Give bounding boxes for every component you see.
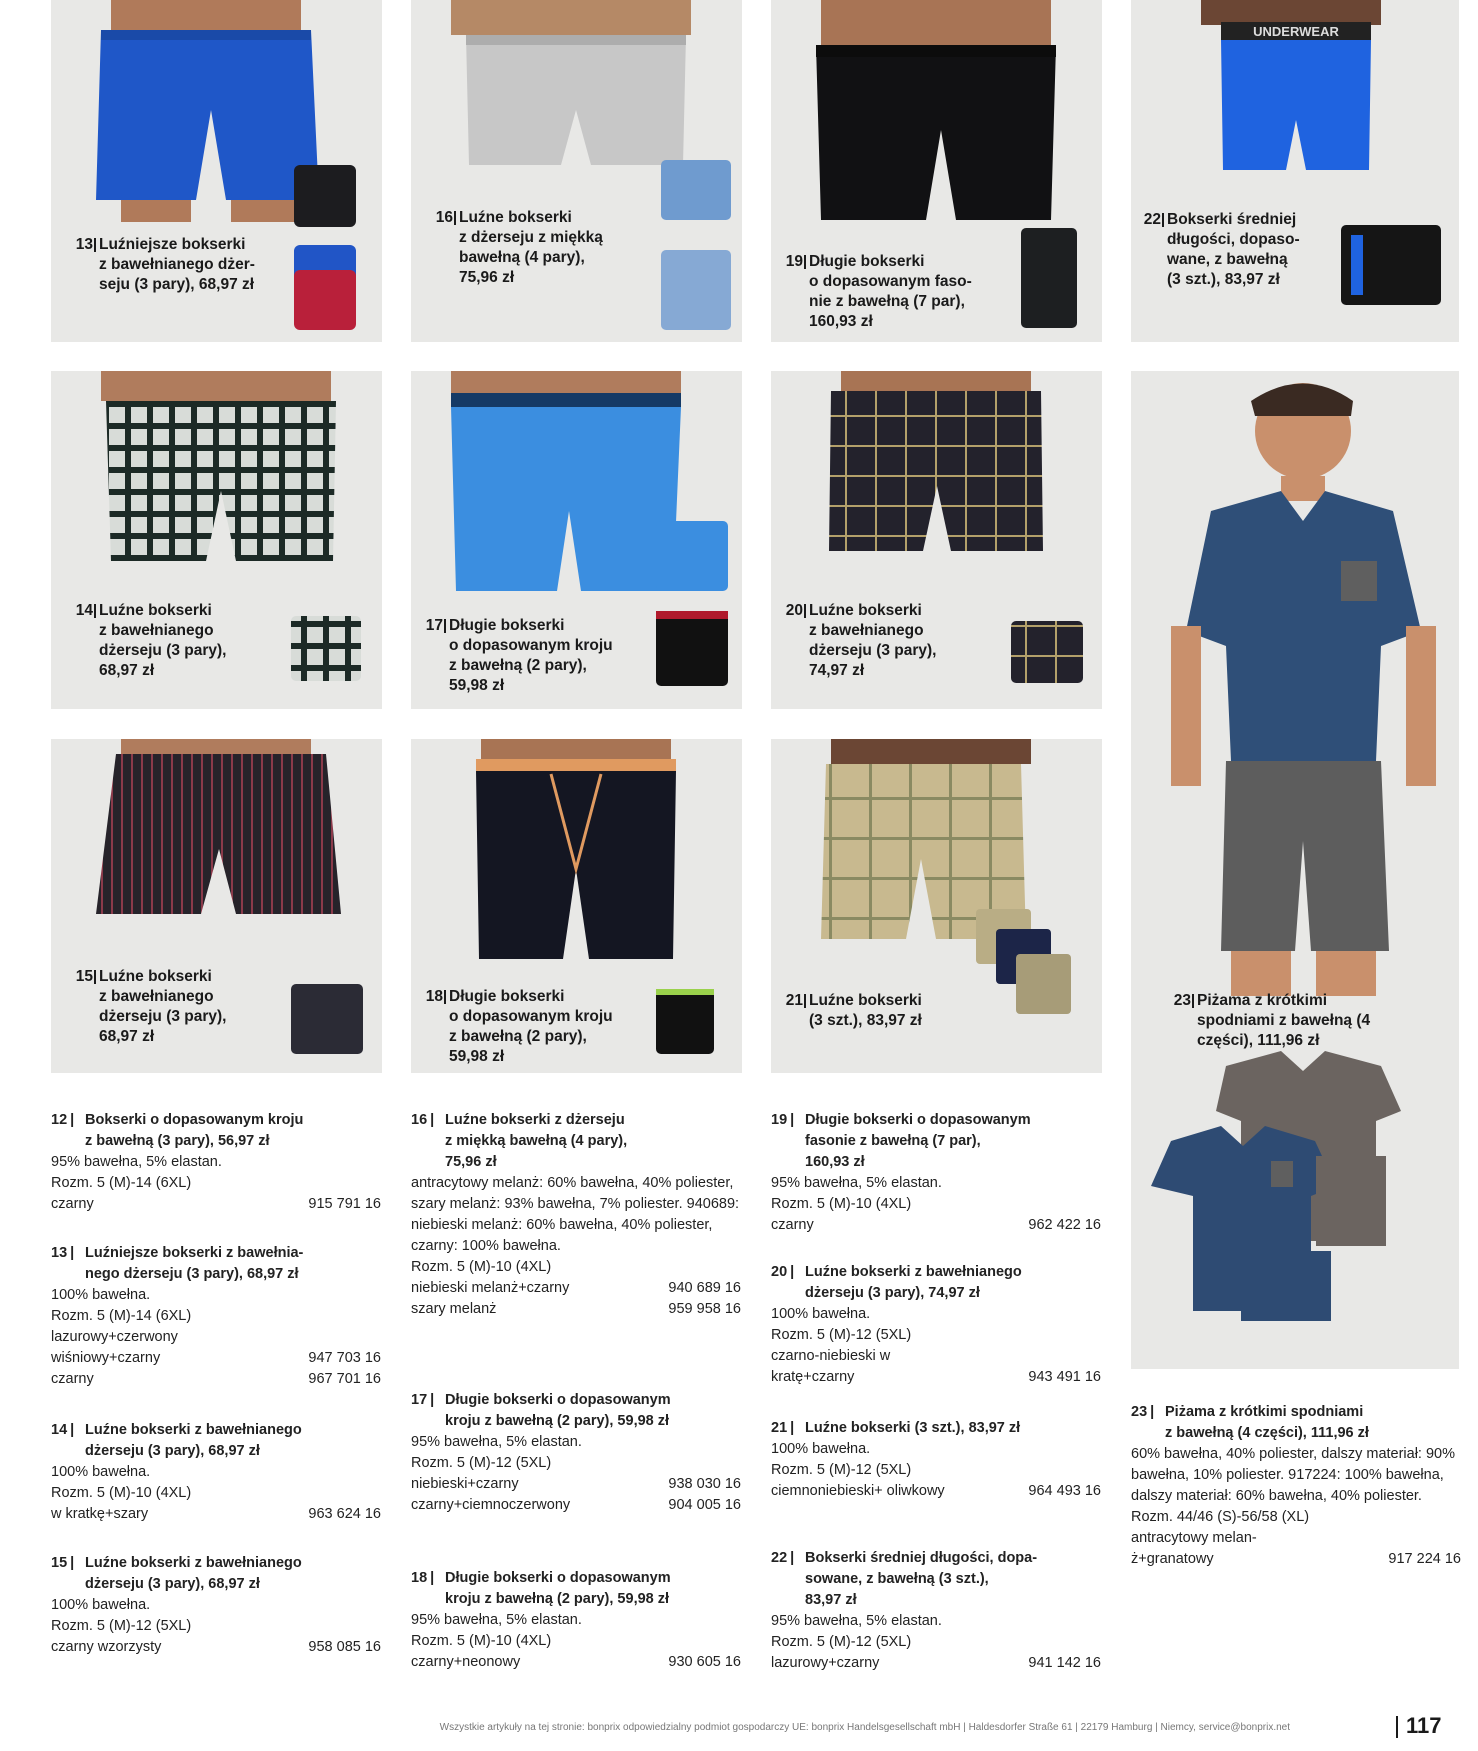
title-line: Luźne bokserki z bawełnianego	[85, 1555, 302, 1571]
caption-line: z bawełnianego	[99, 988, 214, 1005]
variant-color: czarny+neonowy	[411, 1654, 521, 1670]
product-title	[411, 1568, 741, 1610]
waistband-brand-text: UNDERWEAR	[1253, 24, 1339, 39]
product-description	[771, 1548, 1101, 1674]
caption-line: 68,97 zł	[99, 662, 155, 679]
title-line: 83,97 zł	[805, 1592, 857, 1608]
caption-line: (3 szt.), 83,97 zł	[1167, 271, 1280, 288]
variant-row	[411, 1278, 741, 1299]
product-number: 16 |	[411, 1110, 434, 1131]
order-code: 963 624 16	[308, 1506, 381, 1522]
title-line: dżerseju (3 pary), 68,97 zł	[85, 1443, 260, 1459]
caption-line: 74,97 zł	[809, 662, 865, 679]
product-description	[51, 1420, 381, 1525]
spec-line: 60% bawełna, 40% poliester, dalszy materiał: 90% bawełna, 10% poliester. 917224: 100% bawełna, dalszy materiał: 60% bawełna, 40% poliester.	[1131, 1446, 1456, 1504]
caption-number: 17	[425, 617, 443, 634]
caption-line: z dżerseju z miękką	[459, 229, 603, 246]
caption-line: Długie bokserki	[449, 617, 565, 634]
variant-row	[51, 1327, 381, 1369]
caption-line: dżerseju (3 pary),	[809, 642, 937, 659]
spec-line: Rozm. 5 (M)-12 (5XL)	[411, 1455, 552, 1471]
caption-line: spodniami z bawełną (4	[1197, 1012, 1371, 1029]
order-code: 930 605 16	[668, 1654, 741, 1670]
caption-number: 19	[785, 253, 803, 270]
variant-color: czarny	[771, 1217, 814, 1233]
variant-row	[771, 1346, 1101, 1388]
caption-line: nie z bawełną (7 par),	[809, 293, 965, 310]
caption-line: 59,98 zł	[449, 1048, 505, 1065]
variant-row	[771, 1653, 1101, 1674]
product-title	[771, 1110, 1101, 1173]
variant-row	[411, 1299, 741, 1320]
product-number: 12 |	[51, 1110, 74, 1131]
caption-number: 16	[435, 209, 453, 226]
product-tile-19[interactable]	[771, 0, 1102, 342]
caption-number: 21	[785, 992, 803, 1009]
order-code: 917 224 16	[1388, 1551, 1461, 1567]
caption-number: 14	[75, 602, 93, 619]
spec-line: 100% bawełna.	[771, 1306, 871, 1322]
product-title	[411, 1390, 741, 1432]
caption-line: Luźne bokserki	[99, 968, 212, 985]
caption-line: bawełną (4 pary),	[459, 249, 585, 266]
caption-line: Długie bokserki	[449, 988, 565, 1005]
variant-row	[1131, 1528, 1461, 1570]
variant-color: szary melanż	[411, 1301, 497, 1317]
product-description	[1131, 1402, 1461, 1570]
caption-line: o dopasowanym faso-	[809, 273, 972, 290]
order-code: 940 689 16	[668, 1280, 741, 1296]
title-line: fasonie z bawełną (7 par),	[805, 1133, 981, 1149]
caption-number: 13	[75, 236, 93, 253]
variant-row	[51, 1637, 381, 1658]
caption-number: 20	[785, 602, 803, 619]
spec-line: Rozm. 5 (M)-12 (5XL)	[771, 1634, 912, 1650]
title-line: Długie bokserki o dopasowanym	[445, 1570, 671, 1586]
caption-line: 59,98 zł	[449, 677, 505, 694]
caption-line: 160,93 zł	[809, 313, 873, 330]
spec-line: Rozm. 5 (M)-14 (6XL)	[51, 1175, 192, 1191]
title-line: z miękką bawełną (4 pary),	[445, 1133, 628, 1149]
page-number: 117	[1406, 1713, 1442, 1738]
product-number: 21 |	[771, 1418, 794, 1439]
order-code: 904 005 16	[668, 1497, 741, 1513]
product-description	[411, 1110, 741, 1320]
title-line: kroju z bawełną (2 pary), 59,98 zł	[445, 1413, 670, 1429]
title-line: Luźniejsze bokserki z bawełnia-	[85, 1245, 304, 1261]
variant-color: w kratkę+szary	[51, 1506, 149, 1522]
product-tile-18[interactable]	[411, 739, 742, 1073]
title-line: Długie bokserki o dopasowanym	[805, 1112, 1031, 1128]
product-tile-22[interactable]	[1131, 0, 1459, 342]
product-tile-23[interactable]	[1131, 371, 1459, 1369]
title-line: dżerseju (3 pary), 68,97 zł	[85, 1576, 260, 1592]
spec-line: 95% bawełna, 5% elastan.	[51, 1154, 222, 1170]
product-title	[771, 1262, 1101, 1304]
spec-line: Rozm. 5 (M)-12 (5XL)	[771, 1462, 912, 1478]
caption-line: Luźne bokserki	[809, 992, 922, 1009]
variant-color: niebieski melanż+czarny	[411, 1280, 570, 1296]
caption-number: 22	[1143, 211, 1161, 228]
variant-row	[411, 1495, 741, 1516]
order-code: 967 701 16	[308, 1371, 381, 1387]
caption-line: z bawełnianego	[809, 622, 924, 639]
caption-line: Luźne bokserki	[809, 602, 922, 619]
title-line: Luźne bokserki z bawełnianego	[85, 1422, 302, 1438]
spec-line: Rozm. 5 (M)-10 (4XL)	[771, 1196, 912, 1212]
variant-row	[51, 1504, 381, 1525]
product-title	[51, 1110, 381, 1152]
product-number: 15 |	[51, 1553, 74, 1574]
product-description	[51, 1243, 381, 1390]
product-description	[411, 1568, 741, 1673]
title-line: Piżama z krótkimi spodniami	[1165, 1404, 1364, 1420]
caption-line: długości, dopaso-	[1167, 231, 1300, 248]
caption-line: (3 szt.), 83,97 zł	[809, 1012, 922, 1029]
title-line: Luźne bokserki z dżerseju	[445, 1112, 625, 1128]
product-description	[771, 1262, 1101, 1388]
order-code: 962 422 16	[1028, 1217, 1101, 1233]
spec-line: 95% bawełna, 5% elastan.	[411, 1612, 582, 1628]
spec-line: Rozm. 5 (M)-10 (4XL)	[411, 1259, 552, 1275]
title-line: z bawełną (3 pary), 56,97 zł	[85, 1133, 270, 1149]
product-tile-17[interactable]	[411, 371, 742, 709]
variant-color: czarny+ciemnoczerwony	[411, 1497, 571, 1513]
product-tile-13[interactable]	[51, 0, 382, 342]
caption-line: o dopasowanym kroju	[449, 637, 613, 654]
product-description	[771, 1418, 1101, 1502]
order-code: 947 703 16	[308, 1350, 381, 1366]
caption-line: Luźne bokserki	[99, 602, 212, 619]
trunks-blue-photo	[1131, 0, 1459, 342]
product-tile-14[interactable]	[51, 371, 382, 709]
caption-line: seju (3 pary), 68,97 zł	[99, 276, 255, 293]
caption-line: Bokserki średniej	[1167, 211, 1297, 228]
caption-number: 23	[1173, 992, 1191, 1009]
title-line: kroju z bawełną (2 pary), 59,98 zł	[445, 1591, 670, 1607]
product-tile-20[interactable]	[771, 371, 1102, 709]
variant-row	[771, 1215, 1101, 1236]
product-title	[1131, 1402, 1461, 1444]
title-line: Bokserki o dopasowanym kroju	[85, 1112, 304, 1128]
legal-footer: Wszystkie artykuły na tej stronie: bonprix odpowiedzialny podmiot gospodarczy UE: bonprix Handelsgesellschaft mbH | Haldesdorfer Straße 61 | 22179 Hamburg | Niemcy, service@bonprix.net	[439, 1722, 1290, 1733]
product-tile-15[interactable]	[51, 739, 382, 1073]
variant-color: czarny wzorzysty	[51, 1639, 162, 1655]
order-code: 958 085 16	[308, 1639, 381, 1655]
variant-row	[51, 1194, 381, 1215]
order-code: 943 491 16	[1028, 1369, 1101, 1385]
title-line: Bokserki średniej długości, dopa-	[805, 1550, 1038, 1566]
product-number: 17 |	[411, 1390, 434, 1411]
product-number: 13 |	[51, 1243, 74, 1264]
product-title	[411, 1110, 741, 1173]
spec-line: 100% bawełna.	[51, 1287, 151, 1303]
product-description	[411, 1390, 741, 1516]
product-description	[51, 1110, 381, 1215]
title-line: 75,96 zł	[445, 1154, 497, 1170]
variant-color: czarny	[51, 1371, 94, 1387]
boxers-grey-photo	[411, 0, 742, 342]
product-tile-16[interactable]	[411, 0, 742, 342]
variant-color: lazurowy+czerwony wiśniowy+czarny	[51, 1329, 178, 1366]
variant-color: czarny	[51, 1196, 94, 1212]
pyjama-photo	[1131, 371, 1459, 1369]
caption-line: wane, z bawełną	[1167, 251, 1288, 268]
spec-line: antracytowy melanż: 60% bawełna, 40% poliester, szary melanż: 93% bawełna, 7% poliester. 940689: niebieski melanż: 60% bawełna, 40% poliester, czarny: 100% bawełna.	[411, 1175, 740, 1254]
variant-color: lazurowy+czarny	[771, 1655, 880, 1671]
product-title	[51, 1553, 381, 1595]
product-number: 19 |	[771, 1110, 794, 1131]
caption-line: z bawełną (2 pary),	[449, 657, 587, 674]
title-line: 160,93 zł	[805, 1154, 865, 1170]
spec-line: Rozm. 5 (M)-14 (6XL)	[51, 1308, 192, 1324]
order-code: 959 958 16	[668, 1301, 741, 1317]
caption-line: Piżama z krótkimi	[1197, 992, 1328, 1009]
title-line: Długie bokserki o dopasowanym	[445, 1392, 671, 1408]
order-code: 938 030 16	[668, 1476, 741, 1492]
variant-color: ciemnoniebieski+ oliwkowy	[771, 1483, 945, 1499]
product-number: 22 |	[771, 1548, 794, 1569]
caption-line: 68,97 zł	[99, 1028, 155, 1045]
spec-line: Rozm. 44/46 (S)-56/58 (XL)	[1131, 1509, 1310, 1525]
product-description	[771, 1110, 1101, 1236]
variant-color: czarno-niebieski w kratę+czarny	[771, 1348, 891, 1385]
product-number: 14 |	[51, 1420, 74, 1441]
caption-line: części), 111,96 zł	[1197, 1032, 1320, 1049]
caption-line: Luźniejsze bokserki	[99, 236, 246, 253]
product-number: 20 |	[771, 1262, 794, 1283]
caption-line: z bawełnianego dżer-	[99, 256, 255, 273]
product-title	[771, 1548, 1101, 1611]
spec-line: 95% bawełna, 5% elastan.	[411, 1434, 582, 1450]
product-number: 18 |	[411, 1568, 434, 1589]
variant-row	[411, 1474, 741, 1495]
product-title	[51, 1243, 381, 1285]
spec-line: Rozm. 5 (M)-10 (4XL)	[51, 1485, 192, 1501]
title-line: dżerseju (3 pary), 74,97 zł	[805, 1285, 980, 1301]
variant-row	[771, 1481, 1101, 1502]
variant-color: niebieski+czarny	[411, 1476, 519, 1492]
caption-number: 15	[75, 968, 93, 985]
caption-line: Długie bokserki	[809, 253, 925, 270]
spec-line: Rozm. 5 (M)-12 (5XL)	[51, 1618, 192, 1634]
variant-row	[51, 1369, 381, 1390]
caption-line: 75,96 zł	[459, 269, 515, 286]
caption-line: dżerseju (3 pary),	[99, 642, 227, 659]
order-code: 964 493 16	[1028, 1483, 1101, 1499]
spec-line: 100% bawełna.	[51, 1597, 151, 1613]
title-line: Luźne bokserki z bawełnianego	[805, 1264, 1022, 1280]
product-number: 23 |	[1131, 1402, 1154, 1423]
title-line: z bawełną (4 części), 111,96 zł	[1165, 1425, 1369, 1441]
caption-line: z bawełną (2 pary),	[449, 1028, 587, 1045]
spec-line: Rozm. 5 (M)-12 (5XL)	[771, 1327, 912, 1343]
spec-line: 95% bawełna, 5% elastan.	[771, 1613, 942, 1629]
caption-line: dżerseju (3 pary),	[99, 1008, 227, 1025]
variant-color: antracytowy melan- ż+granatowy	[1131, 1530, 1257, 1567]
order-code: 915 791 16	[308, 1196, 381, 1212]
spec-line: 100% bawełna.	[771, 1441, 871, 1457]
caption-number: 18	[425, 988, 443, 1005]
product-title	[771, 1418, 1101, 1439]
title-line: sowane, z bawełną (3 szt.),	[805, 1571, 989, 1587]
product-description	[51, 1553, 381, 1658]
title-line: Luźne bokserki (3 szt.), 83,97 zł	[805, 1420, 1021, 1436]
title-line: nego dżerseju (3 pary), 68,97 zł	[85, 1266, 299, 1282]
order-code: 941 142 16	[1028, 1655, 1101, 1671]
product-title	[51, 1420, 381, 1462]
spec-line: Rozm. 5 (M)-10 (4XL)	[411, 1633, 552, 1649]
caption-line: Luźne bokserki	[459, 209, 572, 226]
product-tile-21[interactable]	[771, 739, 1102, 1073]
caption-line: o dopasowanym kroju	[449, 1008, 613, 1025]
spec-line: 100% bawełna.	[51, 1464, 151, 1480]
variant-row	[411, 1652, 741, 1673]
spec-line: 95% bawełna, 5% elastan.	[771, 1175, 942, 1191]
caption-line: z bawełnianego	[99, 622, 214, 639]
